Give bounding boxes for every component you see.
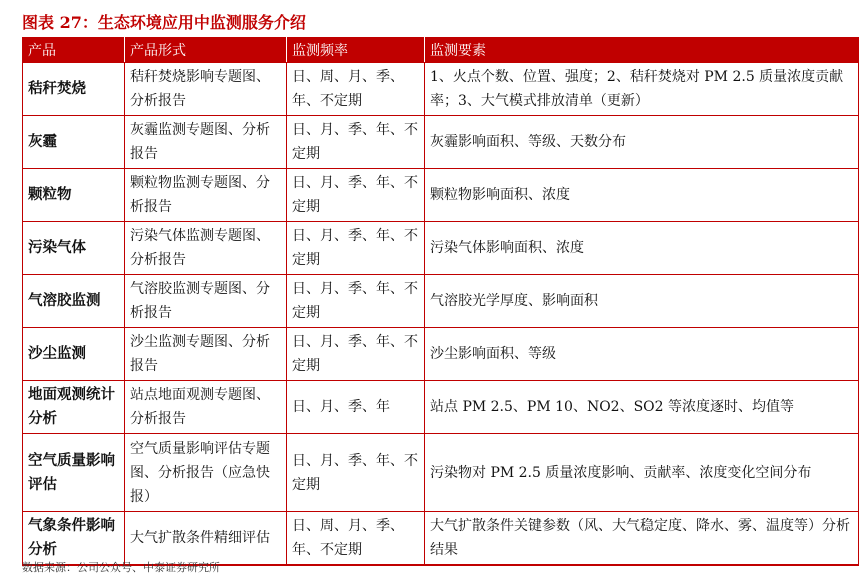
column-header-frequency: 监测频率	[287, 38, 425, 63]
cell-product: 空气质量影响评估	[23, 434, 125, 512]
table-row	[23, 328, 859, 381]
cell-form: 灰霾监测专题图、分析报告	[125, 116, 287, 169]
monitoring-service-table	[22, 37, 859, 566]
cell-elements: 沙尘影响面积、等级	[425, 328, 859, 381]
cell-form: 秸秆焚烧影响专题图、分析报告	[125, 63, 287, 116]
table-row	[23, 275, 859, 328]
table-row	[23, 381, 859, 434]
cell-product: 灰霾	[23, 116, 125, 169]
table-row	[23, 63, 859, 116]
column-header-elements: 监测要素	[425, 38, 859, 63]
cell-elements: 站点 PM 2.5、PM 10、NO2、SO2 等浓度逐时、均值等	[425, 381, 859, 434]
cell-elements: 大气扩散条件关键参数（风、大气稳定度、降水、雾、温度等）分析结果	[425, 512, 859, 566]
figure-title: 图表 27：生态环境应用中监测服务介绍	[22, 13, 306, 32]
cell-form: 沙尘监测专题图、分析报告	[125, 328, 287, 381]
table-row	[23, 222, 859, 275]
cell-frequency: 日、月、季、年、不定期	[287, 169, 425, 222]
table-row	[23, 169, 859, 222]
table-row	[23, 116, 859, 169]
cell-product: 沙尘监测	[23, 328, 125, 381]
table-header-row	[23, 38, 859, 63]
table-row	[23, 434, 859, 512]
cell-form: 大气扩散条件精细评估	[125, 512, 287, 566]
cell-product: 秸秆焚烧	[23, 63, 125, 116]
cell-form: 空气质量影响评估专题图、分析报告（应急快报）	[125, 434, 287, 512]
cell-form: 站点地面观测专题图、分析报告	[125, 381, 287, 434]
table-row	[23, 512, 859, 566]
cell-product: 颗粒物	[23, 169, 125, 222]
cell-frequency: 日、月、季、年、不定期	[287, 275, 425, 328]
cell-form: 颗粒物监测专题图、分析报告	[125, 169, 287, 222]
cell-frequency: 日、月、季、年、不定期	[287, 116, 425, 169]
cell-frequency: 日、月、季、年、不定期	[287, 222, 425, 275]
cell-elements: 气溶胶光学厚度、影响面积	[425, 275, 859, 328]
cell-product: 气象条件影响分析	[23, 512, 125, 566]
cell-form: 污染气体监测专题图、分析报告	[125, 222, 287, 275]
cell-frequency: 日、月、季、年	[287, 381, 425, 434]
column-header-form: 产品形式	[125, 38, 287, 63]
source-note: 数据来源：公司公众号、中泰证券研究所	[22, 561, 220, 574]
cell-elements: 灰霾影响面积、等级、天数分布	[425, 116, 859, 169]
cell-product: 污染气体	[23, 222, 125, 275]
cell-frequency: 日、周、月、季、年、不定期	[287, 512, 425, 566]
cell-form: 气溶胶监测专题图、分析报告	[125, 275, 287, 328]
cell-product: 气溶胶监测	[23, 275, 125, 328]
cell-frequency: 日、周、月、季、年、不定期	[287, 63, 425, 116]
cell-frequency: 日、月、季、年、不定期	[287, 328, 425, 381]
column-header-product: 产品	[23, 38, 125, 63]
cell-elements: 1、火点个数、位置、强度；2、秸秆焚烧对 PM 2.5 质量浓度贡献率；3、大气模式排放清单（更新）	[425, 63, 859, 116]
cell-elements: 污染气体影响面积、浓度	[425, 222, 859, 275]
cell-product: 地面观测统计分析	[23, 381, 125, 434]
cell-elements: 颗粒物影响面积、浓度	[425, 169, 859, 222]
cell-elements: 污染物对 PM 2.5 质量浓度影响、贡献率、浓度变化空间分布	[425, 434, 859, 512]
cell-frequency: 日、月、季、年、不定期	[287, 434, 425, 512]
